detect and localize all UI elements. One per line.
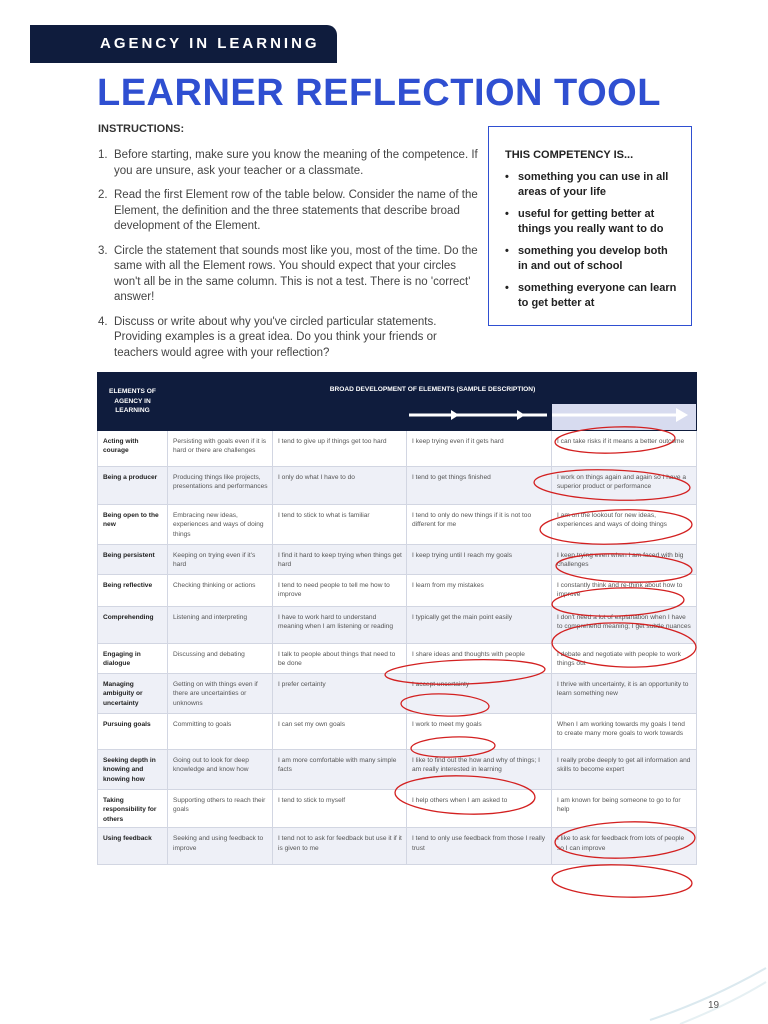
statement-consolidating: I keep trying until I reach my goals — [407, 544, 552, 574]
element-row — [98, 430, 697, 466]
element-definition: Getting on with things even if there are uncertainties or unknowns — [168, 673, 273, 713]
decorative-swoosh — [640, 960, 768, 1024]
elements-table-wrap — [97, 372, 696, 865]
statement-extending: When I am working towards my goals I tend to create many more goals to work towards — [552, 713, 697, 749]
element-name: Pursuing goals — [98, 713, 168, 749]
instruction-item — [98, 244, 478, 306]
element-name: Taking responsibility for others — [98, 789, 168, 828]
header-band — [30, 25, 337, 63]
instruction-item — [98, 315, 478, 362]
statement-extending: I debate and negotiate with people to work things out — [552, 643, 697, 673]
page-number: 19 — [708, 1000, 720, 1011]
instruction-number: 4. — [98, 315, 108, 328]
instruction-text: Before starting, make sure you know the meaning of the competence. If you are unsure, ask your teacher or a classmate. — [114, 149, 478, 177]
statement-developing: I tend to give up if things get too hard — [273, 430, 407, 466]
statement-consolidating: I tend to get things finished — [407, 466, 552, 504]
elements-table — [97, 372, 697, 865]
statement-extending: I am known for being someone to go to for help — [552, 789, 697, 828]
statement-developing: I talk to people about things that need to be done — [273, 643, 407, 673]
element-definition: Persisting with goals even if it is hard or there are challenges — [168, 430, 273, 466]
element-definition: Supporting others to reach their goals — [168, 789, 273, 828]
statement-extending: I can take risks if it means a better outcome — [552, 430, 697, 466]
elements-table-body — [98, 430, 697, 865]
red-circle-mark — [551, 863, 692, 900]
element-name: Seeking depth in knowing and knowing how — [98, 749, 168, 789]
element-name: Using feedback — [98, 828, 168, 865]
element-definition: Embracing new ideas, experiences and ways of doing things — [168, 504, 273, 544]
header-elements: ELEMENTS OF AGENCY IN LEARNING — [98, 373, 168, 431]
arrow-band-segment — [168, 404, 273, 431]
competency-list — [505, 170, 677, 310]
element-definition: Keeping on trying even if it's hard — [168, 544, 273, 574]
element-row — [98, 544, 697, 574]
instruction-text: Read the first Element row of the table below. Consider the name of the Element, the definition and the three statements that describe broad development of the Element. — [114, 189, 478, 232]
statement-consolidating: I like to find out the how and why of things; I am really interested in learning — [407, 749, 552, 789]
statement-consolidating: I help others when I am asked to — [407, 789, 552, 828]
element-row — [98, 789, 697, 828]
statement-consolidating: I work to meet my goals — [407, 713, 552, 749]
element-row — [98, 713, 697, 749]
page-title: LEARNER REFLECTION TOOL — [97, 72, 661, 114]
statement-consolidating: I typically get the main point easily — [407, 606, 552, 643]
statement-extending: I work on things again and again so I have a superior product or performance — [552, 466, 697, 504]
element-definition: Committing to goals — [168, 713, 273, 749]
statement-extending: I keep trying even when I am faced with big challenges — [552, 544, 697, 574]
element-row — [98, 606, 697, 643]
element-row — [98, 828, 697, 865]
element-name: Comprehending — [98, 606, 168, 643]
instruction-item — [98, 148, 478, 179]
element-definition: Listening and interpreting — [168, 606, 273, 643]
statement-consolidating: I keep trying even if it gets hard — [407, 430, 552, 466]
instruction-number: 1. — [98, 149, 108, 161]
element-name: Managing ambiguity or uncertainty — [98, 673, 168, 713]
element-definition: Checking thinking or actions — [168, 574, 273, 606]
statement-extending: I don't need a lot of explanation when I have to comprehend meaning; I get subtle nuances — [552, 606, 697, 643]
instruction-number: 3. — [98, 244, 108, 257]
statement-extending: I thrive with uncertainty, it is an opportunity to learn something new — [552, 673, 697, 713]
statement-developing: I tend to need people to tell me how to improve — [273, 574, 407, 606]
competency-title: THIS COMPETENCY IS... — [505, 149, 634, 161]
competency-item: • something you can use in all areas of your life — [505, 170, 677, 199]
statement-developing: I tend to stick to what is familiar — [273, 504, 407, 544]
element-name: Engaging in dialogue — [98, 643, 168, 673]
instruction-text: Circle the statement that sounds most like you, most of the time. Do the same with all the Element rows. You should expect that your circles won't all be in the same column. This is not a test. There is no 'correct' answer! — [114, 244, 478, 303]
header-label: AGENCY IN LEARNING — [100, 35, 320, 52]
progression-arrow-icon — [552, 404, 697, 426]
arrow-band-segment — [407, 404, 552, 431]
element-row — [98, 466, 697, 504]
competency-item: • something everyone can learn to get better at — [505, 281, 677, 310]
statement-consolidating: I learn from my mistakes — [407, 574, 552, 606]
competency-item: • something you develop both in and out of school — [505, 244, 677, 273]
header-broad-development: BROAD DEVELOPMENT OF ELEMENTS (SAMPLE DESCRIPTION) — [168, 373, 697, 404]
statement-developing: I tend to stick to myself — [273, 789, 407, 828]
element-name: Being persistent — [98, 544, 168, 574]
element-definition: Discussing and debating — [168, 643, 273, 673]
element-definition: Seeking and using feedback to improve — [168, 828, 273, 865]
element-row — [98, 504, 697, 544]
statement-developing: I can set my own goals — [273, 713, 407, 749]
statement-extending: I am on the lookout for new ideas, experiences and ways of doing things — [552, 504, 697, 544]
element-row — [98, 673, 697, 713]
instructions-heading: INSTRUCTIONS: — [98, 123, 185, 135]
element-name: Acting with courage — [98, 430, 168, 466]
element-name: Being a producer — [98, 466, 168, 504]
arrow-band-segment — [552, 404, 697, 431]
element-name: Being open to the new — [98, 504, 168, 544]
progression-arrow-icon — [407, 404, 552, 426]
instruction-number: 2. — [98, 189, 108, 201]
instruction-item — [98, 188, 478, 235]
statement-developing: I tend not to ask for feedback but use it if it is given to me — [273, 828, 407, 865]
statement-developing: I have to work hard to understand meaning when I am listening or reading — [273, 606, 407, 643]
statement-developing: I am more comfortable with many simple facts — [273, 749, 407, 789]
statement-extending: I really probe deeply to get all information and skills to become expert — [552, 749, 697, 789]
element-name: Being reflective — [98, 574, 168, 606]
statement-developing: I find it hard to keep trying when things get hard — [273, 544, 407, 574]
element-row — [98, 574, 697, 606]
statement-consolidating: I tend to only use feedback from those I really trust — [407, 828, 552, 865]
statement-developing: I only do what I have to do — [273, 466, 407, 504]
statement-consolidating: I tend to only do new things if it is not too different for me — [407, 504, 552, 544]
element-row — [98, 643, 697, 673]
instruction-text: Discuss or write about why you've circled particular statements. Providing examples is a great idea. Do you think your friends or teachers would agree with your reflection? — [114, 315, 437, 359]
arrow-band-segment — [273, 404, 407, 431]
statement-extending: I like to ask for feedback from lots of people so I can improve — [552, 828, 697, 865]
element-definition: Going out to look for deep knowledge and know how — [168, 749, 273, 789]
statement-consolidating: I accept uncertainty — [407, 673, 552, 713]
element-row — [98, 749, 697, 789]
competency-item: • useful for getting better at things you really want to do — [505, 207, 677, 236]
statement-extending: I constantly think and re-think about how to improve — [552, 574, 697, 606]
statement-developing: I prefer certainty — [273, 673, 407, 713]
competency-box — [488, 126, 692, 326]
element-definition: Producing things like projects, presentations and performances — [168, 466, 273, 504]
statement-consolidating: I share ideas and thoughts with people — [407, 643, 552, 673]
instructions-list — [98, 148, 478, 370]
